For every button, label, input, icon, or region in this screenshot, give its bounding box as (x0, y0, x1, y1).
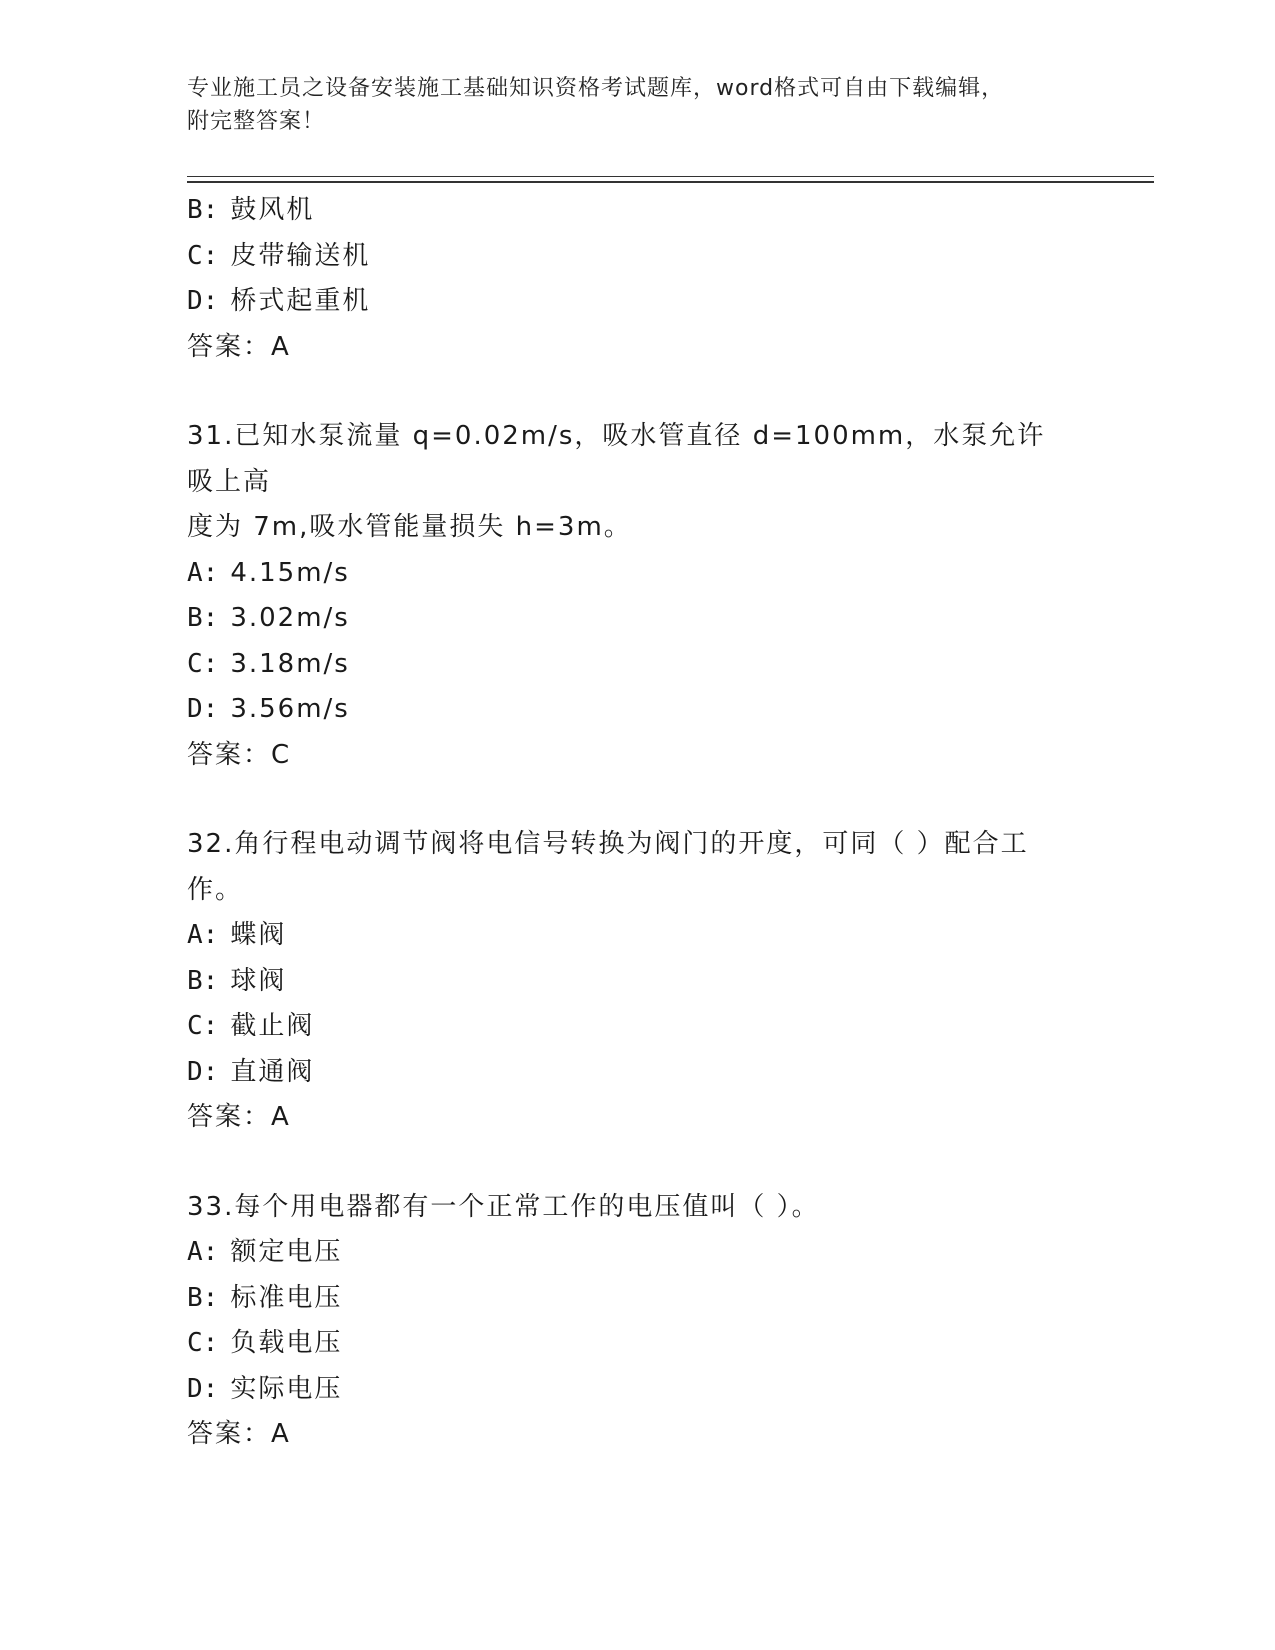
option-label: A: (187, 920, 219, 950)
option-b (187, 596, 1067, 642)
option-d (187, 1367, 1067, 1413)
option-text: 额定电压 (230, 1237, 343, 1267)
question-text-line-2: 作。 (187, 874, 244, 905)
document-header (187, 72, 1087, 138)
option-text: 蝶阀 (230, 920, 287, 950)
option-text: 4.15m/s (230, 557, 350, 588)
option-text: 直通阀 (230, 1056, 315, 1087)
option-c (187, 234, 1067, 280)
question-text-line-1: 31.已知水泵流量 q=0.02m/s，吸水管直径 d=100mm，水泵允许吸上高 (187, 421, 1046, 497)
option-text: 球阀 (230, 965, 287, 996)
header-divider-thin (187, 176, 1154, 177)
option-b (187, 959, 1067, 1005)
option-label: C: (187, 240, 219, 271)
option-text: 皮带输送机 (230, 240, 371, 271)
option-label: D: (187, 1056, 219, 1087)
option-b (187, 188, 1067, 234)
option-text: 3.02m/s (230, 603, 350, 633)
option-c (187, 642, 1067, 688)
option-text: 桥式起重机 (230, 286, 371, 316)
option-label: C: (187, 1328, 219, 1358)
option-text: 实际电压 (230, 1373, 343, 1404)
option-d (187, 1050, 1067, 1096)
option-a (187, 913, 1067, 959)
question-block-33 (187, 1185, 1067, 1458)
question-block-prev (187, 188, 1067, 370)
answer-line: 答案：A (187, 1419, 291, 1449)
option-text: 标准电压 (230, 1282, 343, 1313)
option-a (187, 551, 1067, 597)
option-text: 3.56m/s (230, 694, 350, 724)
header-line-1: 专业施工员之设备安装施工基础知识资格考试题库，word格式可自由下载编辑， (187, 76, 1005, 101)
question-list (187, 188, 1067, 1458)
option-a (187, 1230, 1067, 1276)
option-label: B: (187, 1282, 219, 1313)
option-c (187, 1004, 1067, 1050)
question-block-32 (187, 822, 1067, 1141)
option-label: B: (187, 965, 219, 996)
header-divider-thick (187, 181, 1154, 183)
option-text: 负载电压 (230, 1328, 343, 1358)
option-c (187, 1321, 1067, 1367)
answer-line: 答案：A (187, 331, 291, 362)
option-label: D: (187, 1373, 219, 1404)
option-label: D: (187, 694, 219, 724)
header-line-2: 附完整答案！ (187, 109, 326, 134)
option-label: D: (187, 286, 219, 316)
question-block-31 (187, 414, 1067, 778)
option-label: B: (187, 195, 219, 225)
option-b (187, 1276, 1067, 1322)
question-text-line-1: 33.每个用电器都有一个正常工作的电压值叫（ ）。 (187, 1191, 820, 1222)
option-label: A: (187, 557, 219, 588)
answer-line: 答案：A (187, 1102, 291, 1132)
option-d (187, 687, 1067, 733)
option-text: 3.18m/s (230, 648, 350, 679)
answer-line: 答案：C (187, 739, 292, 770)
option-d (187, 279, 1067, 325)
option-label: B: (187, 603, 219, 633)
question-text-line-2: 度为 7m,吸水管能量损失 h=3m。 (187, 512, 632, 542)
option-text: 鼓风机 (230, 195, 315, 225)
option-label: C: (187, 1011, 219, 1041)
option-label: C: (187, 648, 219, 679)
option-text: 截止阀 (230, 1011, 315, 1041)
option-label: A: (187, 1237, 219, 1267)
question-text-line-1: 32.角行程电动调节阀将电信号转换为阀门的开度，可同（ ）配合工 (187, 829, 1029, 859)
